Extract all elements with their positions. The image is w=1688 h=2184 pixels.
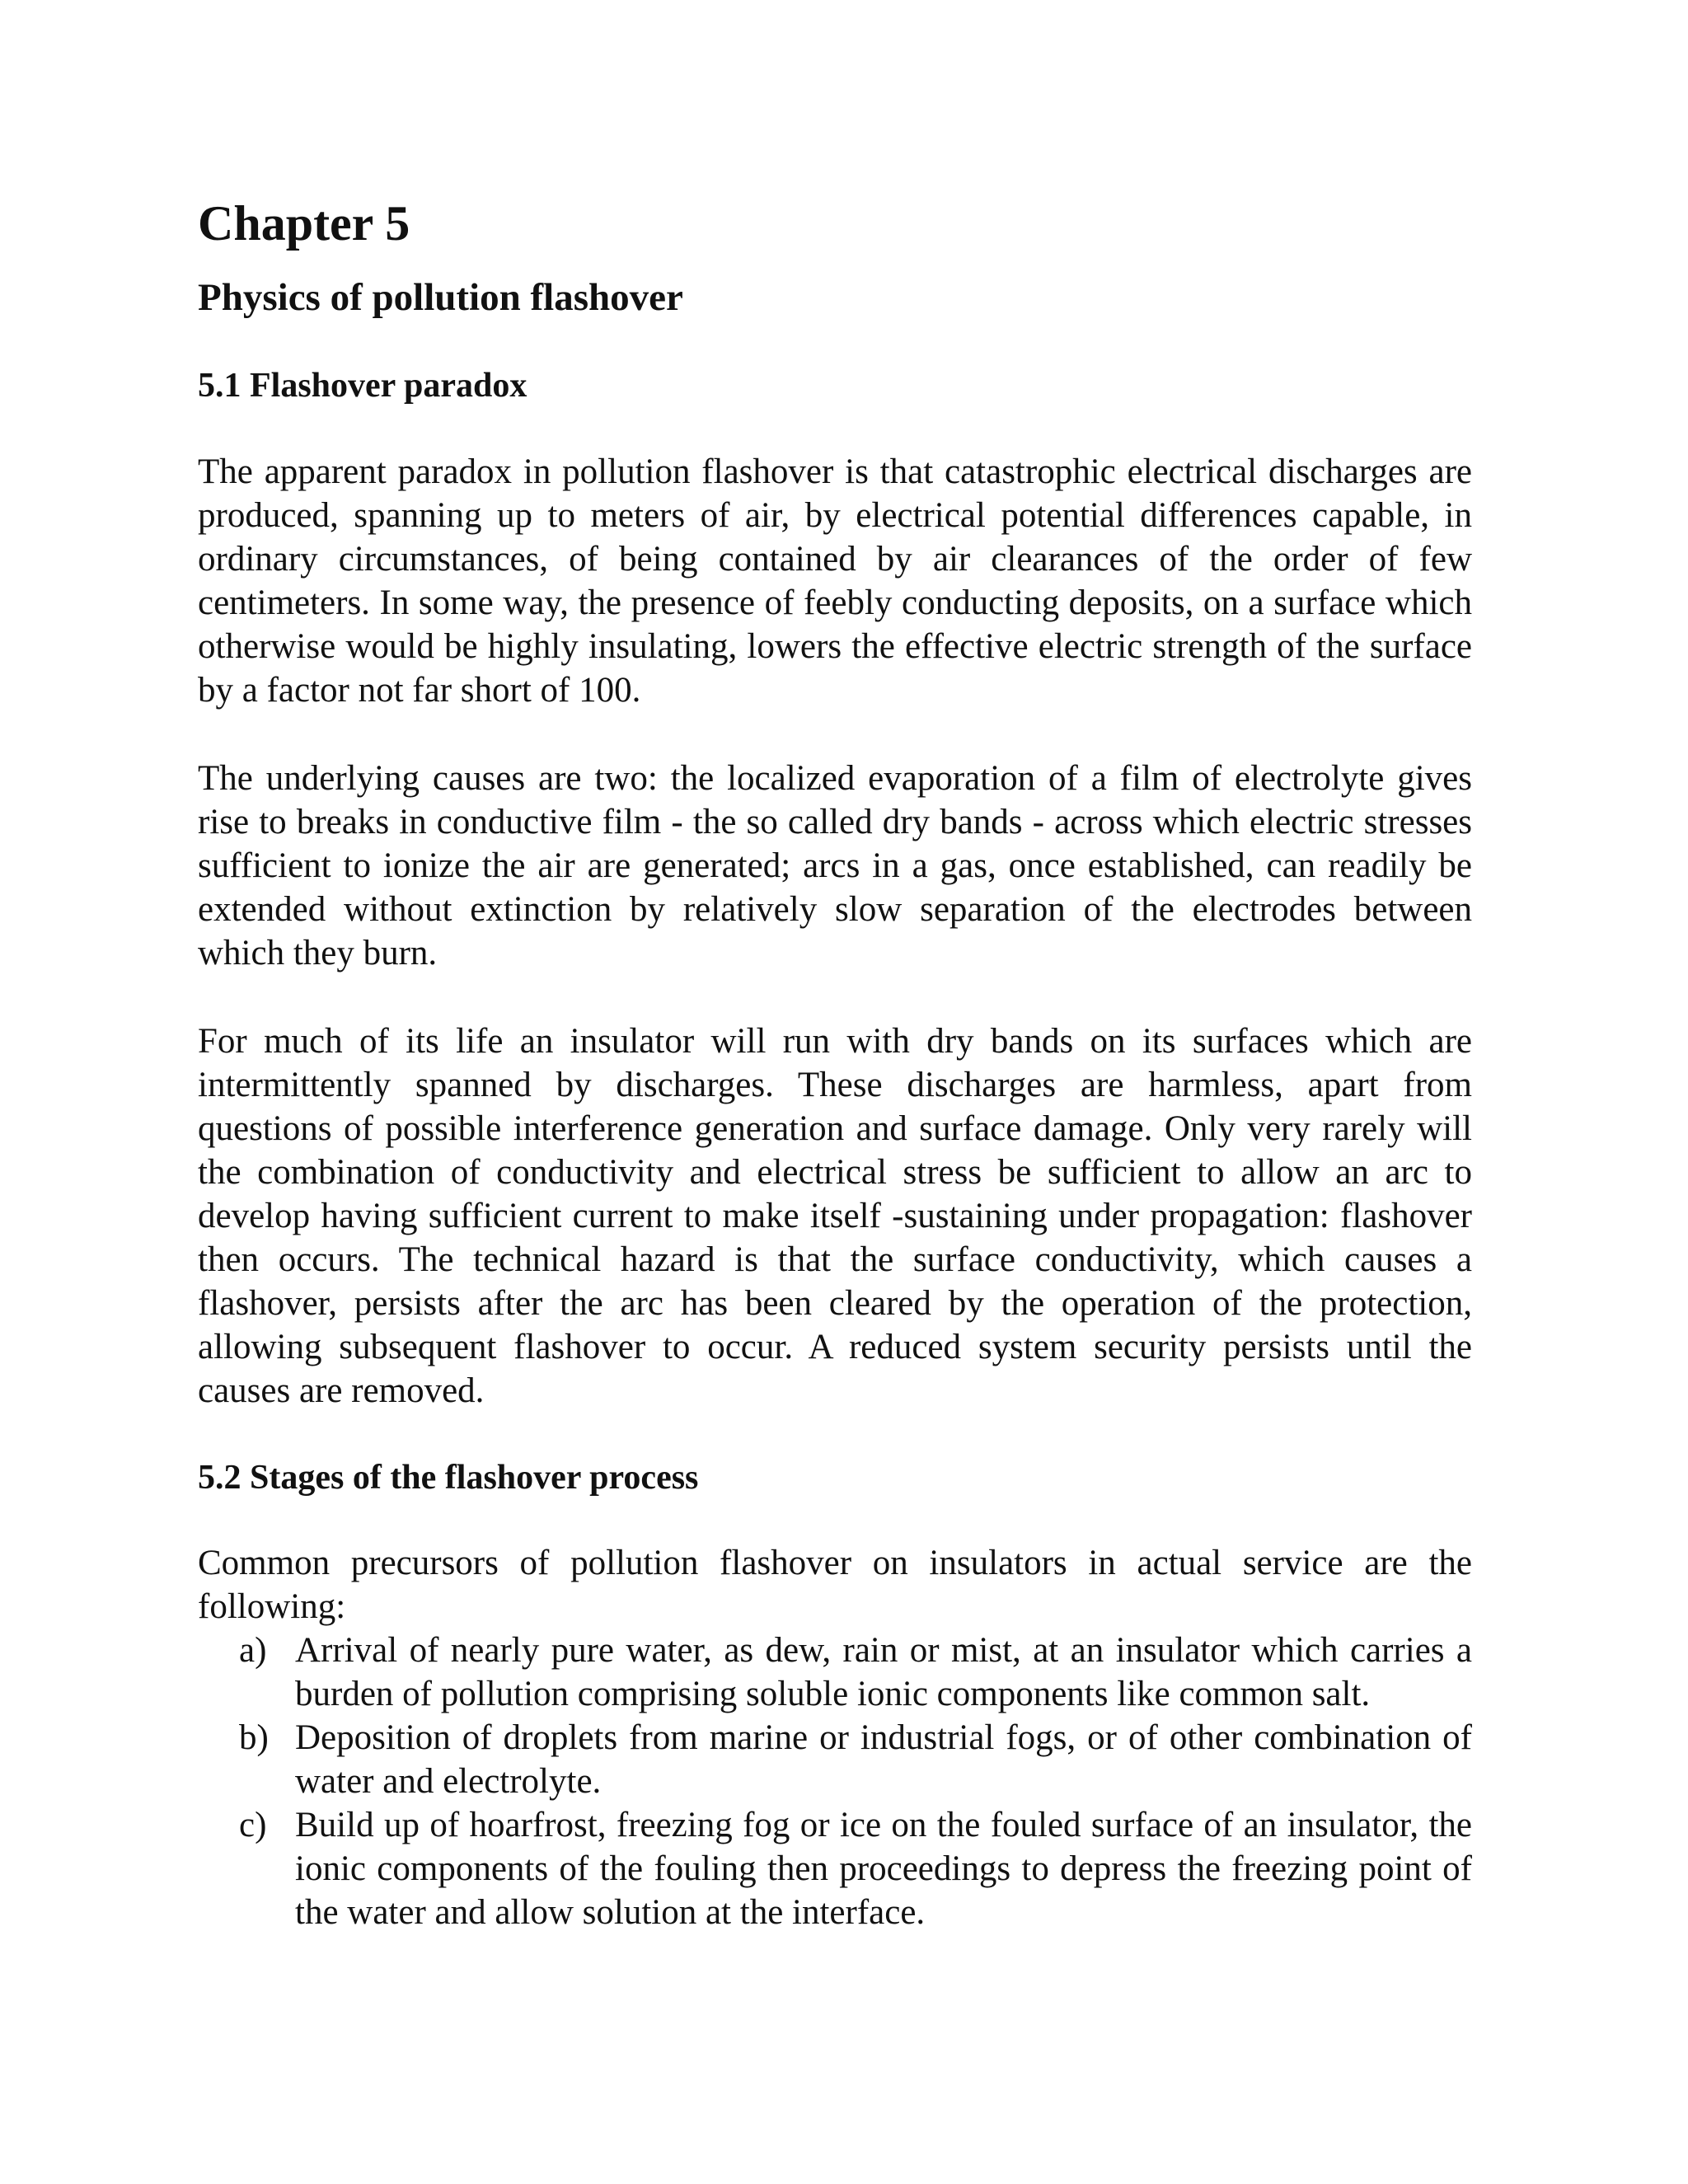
list-item xyxy=(198,1629,1472,1716)
list-marker: c) xyxy=(239,1806,267,1845)
paragraph: The apparent paradox in pollution flashover is that catastrophic electrical discharges are produced, spanning up to meters of air, by electrical potential differences capable, in ordinary circumstances, of being contained by air clearances of the order of few centimeters. In some way, the presence of feebly conducting deposits, on a surface which otherwise would be highly insulating, lowers the effective electric strength of the surface by a factor not far short of 100. xyxy=(198,452,1472,710)
list-item xyxy=(198,1716,1472,1803)
list-marker: a) xyxy=(239,1631,267,1671)
document-page xyxy=(198,194,1472,1934)
paragraph: For much of its life an insulator will run with dry bands on its surfaces which are intermittently spanned by discharges. These discharges are harmless, apart from questions of possible interference generation and surface damage. Only very rarely will the combination of conductivity and electrical stress be sufficient to allow an arc to develop having sufficient current to make itself -sustaining under propagation: flashover then occurs. The technical hazard is that the surface conductivity, which causes a flashover, persists after the arc has been cleared by the operation of the protection, allowing subsequent flashover to occur. A reduced system security persists until the causes are removed. xyxy=(198,1021,1472,1410)
section-heading: 5.1 Flashover paradox xyxy=(198,367,528,405)
chapter-subtitle: Physics of pollution flashover xyxy=(198,276,683,319)
precursor-list xyxy=(198,1629,1472,1934)
list-item xyxy=(198,1803,1472,1934)
section-heading: 5.2 Stages of the flashover process xyxy=(198,1458,699,1497)
list-marker: b) xyxy=(239,1718,269,1758)
list-item-text: Arrival of nearly pure water, as dew, rain or mist, at an insulator which carries a burden of pollution comprising soluble ionic components like common salt. xyxy=(295,1631,1472,1714)
chapter-title: Chapter 5 xyxy=(198,196,410,251)
paragraph: The underlying causes are two: the localized evaporation of a film of electrolyte gives rise to breaks in conductive film - the so called dry bands - across which electric stresses sufficient to ionize the air are generated; arcs in a gas, once established, can readily be extended without extinction by relatively slow separation of the electrodes between which they burn. xyxy=(198,758,1472,972)
section-stages-of-flashover xyxy=(198,1457,1472,1934)
list-item-text: Deposition of droplets from marine or industrial fogs, or of other combination of water and electrolyte. xyxy=(295,1718,1472,1802)
list-item-text: Build up of hoarfrost, freezing fog or ice on the fouled surface of an insulator, the ionic components of the fouling then proceedings to depress the freezing point of the water and allow solution at the interface. xyxy=(295,1806,1472,1933)
paragraph: Common precursors of pollution flashover on insulators in actual service are the following: xyxy=(198,1544,1472,1627)
section-flashover-paradox xyxy=(198,365,1472,1412)
